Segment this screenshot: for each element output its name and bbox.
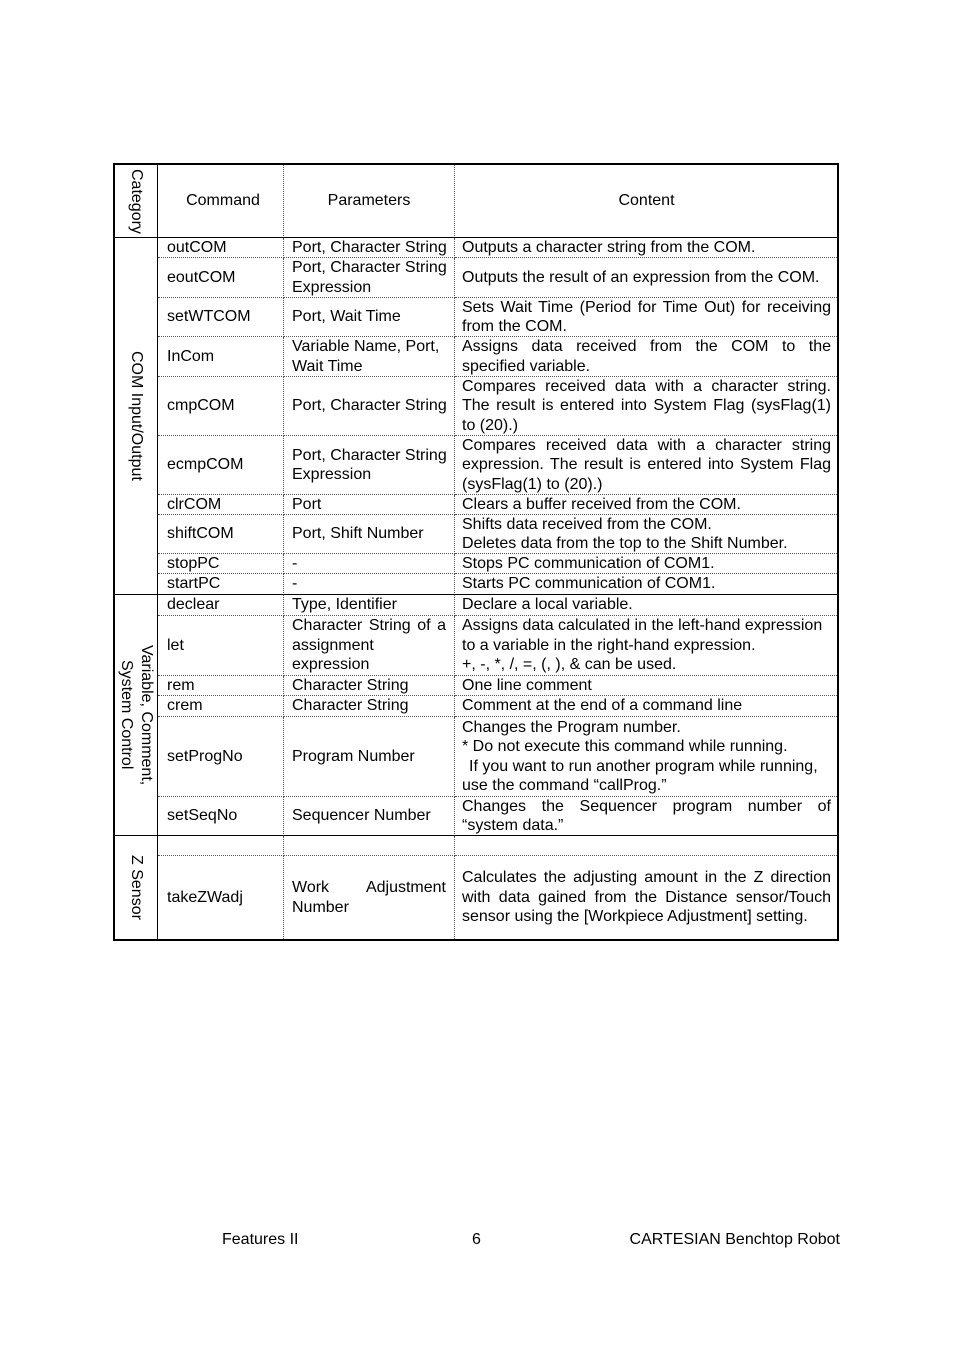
category-line: System Control (118, 660, 135, 770)
command-name: rem (167, 676, 195, 694)
content-line: Outputs a character string from the COM. (462, 238, 756, 256)
parameters-line: Port, Wait Time (292, 308, 401, 326)
parameters-line: Port, Character String (292, 397, 447, 415)
content-line: “system data.” (462, 817, 564, 834)
content-line: with data gained from the Distance sensor/Touch (462, 888, 831, 906)
content-cell (455, 856, 837, 939)
parameters-cell (284, 616, 455, 676)
content-line: Calculates the adjusting amount in the Z direction (462, 869, 831, 887)
parameters-cell (284, 515, 455, 554)
parameters-line: Port, Character String (292, 238, 447, 256)
content-line: If you want to run another program while running, (469, 757, 818, 775)
content-cell (455, 595, 837, 616)
content-line: use the command “callProg.” (462, 777, 667, 794)
footer-product-name: CARTESIAN Benchtop Robot (629, 1231, 840, 1248)
parameters-line: Port, Character String (292, 446, 447, 464)
header-parameters-cell (284, 165, 455, 238)
category-com-input-output (115, 238, 158, 595)
content-line: Assigns data received from the COM to the (462, 338, 831, 355)
parameters-line: Type, Identifier (292, 596, 397, 614)
parameters-cell (284, 717, 455, 797)
content-line: * Do not execute this command while running. (462, 738, 788, 755)
parameters-cell (284, 337, 455, 377)
category-line: Variable, Comment, (138, 644, 155, 786)
content-cell (455, 574, 837, 595)
category-line: COM Input/Output (128, 351, 145, 481)
parameters-cell (284, 436, 455, 495)
content-line: Clears a buffer received from the COM. (462, 495, 741, 513)
content-line: Starts PC communication of COM1. (462, 575, 716, 593)
parameters-line: Expression (292, 466, 372, 483)
command-cell (158, 337, 284, 377)
command-cell (158, 595, 284, 616)
parameters-cell (284, 595, 455, 616)
header-content: Content (618, 192, 675, 210)
parameters-cell (284, 856, 455, 939)
command-cell (158, 856, 284, 939)
content-cell (455, 797, 837, 836)
parameters-line: Port (292, 495, 322, 513)
command-name: setSeqNo (167, 807, 238, 825)
footer-section-title: Features II (222, 1231, 299, 1248)
header-command: Command (186, 192, 260, 210)
parameters-cell (284, 495, 455, 515)
parameters-line: Sequencer Number (292, 807, 431, 825)
command-name: clrCOM (167, 495, 222, 513)
content-line: sensor using the [Workpiece Adjustment] setting. (462, 908, 808, 926)
command-name: cmpCOM (167, 397, 235, 415)
parameters-cell (284, 676, 455, 696)
content-cell (455, 495, 837, 515)
content-line: to (20).) (462, 416, 519, 434)
empty-cell (455, 836, 837, 856)
parameters-line: Wait Time (292, 357, 363, 375)
parameters-cell (284, 258, 455, 298)
parameters-line: assignment (292, 636, 374, 654)
empty-cell (284, 836, 455, 856)
parameters-line: Character String (292, 697, 409, 715)
content-line: The result is entered into System Flag (sysFlag(1) (462, 397, 831, 415)
command-cell (158, 676, 284, 696)
command-cell (158, 238, 284, 258)
command-cell (158, 515, 284, 554)
content-line: Changes the Sequencer program number of (462, 797, 831, 815)
command-cell (158, 554, 284, 574)
content-cell (455, 377, 837, 436)
content-line: Shifts data received from the COM. (462, 515, 712, 533)
parameters-line: Variable Name, Port, (292, 338, 440, 355)
content-line: +, -, *, /, =, (, ), & can be used. (462, 656, 677, 674)
category-z-sensor (115, 836, 158, 939)
empty-cell (158, 836, 284, 856)
parameters-line: Port, Character String (292, 259, 447, 276)
header-parameters: Parameters (327, 192, 411, 210)
command-cell (158, 696, 284, 717)
parameters-line: Port, Shift Number (292, 525, 424, 543)
content-line: Changes the Program number. (462, 718, 681, 736)
parameters-cell (284, 574, 455, 595)
parameters-cell (284, 797, 455, 836)
content-line: Comment at the end of a command line (462, 697, 743, 715)
category-label (116, 645, 156, 785)
content-line: from the COM. (462, 318, 567, 335)
content-cell (455, 258, 837, 298)
category-variable-comment-system-control (115, 595, 158, 836)
header-category (126, 169, 146, 234)
parameters-line: - (292, 575, 298, 593)
command-name: InCom (167, 347, 215, 365)
command-cell (158, 717, 284, 797)
parameters-cell (284, 238, 455, 258)
content-cell (455, 554, 837, 574)
content-cell (455, 337, 837, 377)
content-cell (455, 696, 837, 717)
parameters-line: Work Adjustment (292, 879, 446, 896)
parameters-line: - (292, 554, 298, 572)
content-line: Outputs the result of an expression from the COM. (462, 268, 820, 286)
command-name: setProgNo (167, 747, 243, 765)
content-line: to a variable in the right-hand expression. (462, 636, 756, 654)
parameters-line: Character String (292, 676, 409, 694)
parameters-cell (284, 377, 455, 436)
content-cell (455, 717, 837, 797)
command-cell (158, 377, 284, 436)
content-cell (455, 616, 837, 676)
content-line: Compares received data with a character string (462, 436, 831, 454)
category-label (126, 351, 146, 481)
command-cell (158, 298, 284, 337)
parameters-line: Character String of a (292, 617, 446, 635)
content-line: Deletes data from the top to the Shift Number. (462, 535, 788, 552)
content-line: One line comment (462, 676, 592, 694)
parameters-cell (284, 554, 455, 574)
header-category-text: Category (128, 168, 145, 234)
header-category-cell (115, 165, 158, 238)
parameters-cell (284, 696, 455, 717)
command-name: stopPC (167, 554, 220, 572)
content-line: specified variable. (462, 357, 591, 375)
content-cell (455, 298, 837, 337)
parameters-cell (284, 298, 455, 337)
parameters-line: expression (292, 656, 370, 674)
command-name: takeZWadj (167, 888, 243, 906)
command-cell (158, 616, 284, 676)
command-name: setWTCOM (167, 308, 251, 326)
command-name: let (167, 636, 184, 654)
command-name: startPC (167, 575, 221, 593)
command-table (113, 163, 839, 941)
content-cell (455, 238, 837, 258)
command-name: shiftCOM (167, 525, 234, 543)
content-line: Declare a local variable. (462, 596, 633, 614)
command-cell (158, 574, 284, 595)
parameters-line: Expression (292, 278, 372, 296)
content-cell (455, 515, 837, 554)
category-label (126, 855, 146, 920)
command-cell (158, 436, 284, 495)
content-line: Stops PC communication of COM1. (462, 554, 715, 572)
command-name: outCOM (167, 238, 227, 256)
content-line: (sysFlag(1) to (20).) (462, 475, 603, 493)
command-name: declear (167, 596, 220, 614)
command-cell (158, 495, 284, 515)
command-name: ecmpCOM (167, 456, 244, 474)
content-line: Sets Wait Time (Period for Time Out) for receiving (462, 298, 831, 316)
content-line: Compares received data with a character string. (462, 377, 831, 395)
parameters-line: Program Number (292, 747, 415, 765)
command-cell (158, 258, 284, 298)
content-line: Assigns data calculated in the left-hand expression (462, 617, 823, 635)
header-content-cell (455, 165, 837, 238)
command-name: eoutCOM (167, 268, 236, 286)
footer-page-number: 6 (472, 1231, 481, 1248)
category-line: Z Sensor (128, 855, 145, 920)
header-command-cell (158, 165, 284, 238)
content-line: expression. The result is entered into System Flag (462, 456, 831, 474)
command-name: crem (167, 697, 203, 715)
content-cell (455, 676, 837, 696)
command-cell (158, 797, 284, 836)
parameters-line: Number (292, 898, 349, 916)
content-cell (455, 436, 837, 495)
